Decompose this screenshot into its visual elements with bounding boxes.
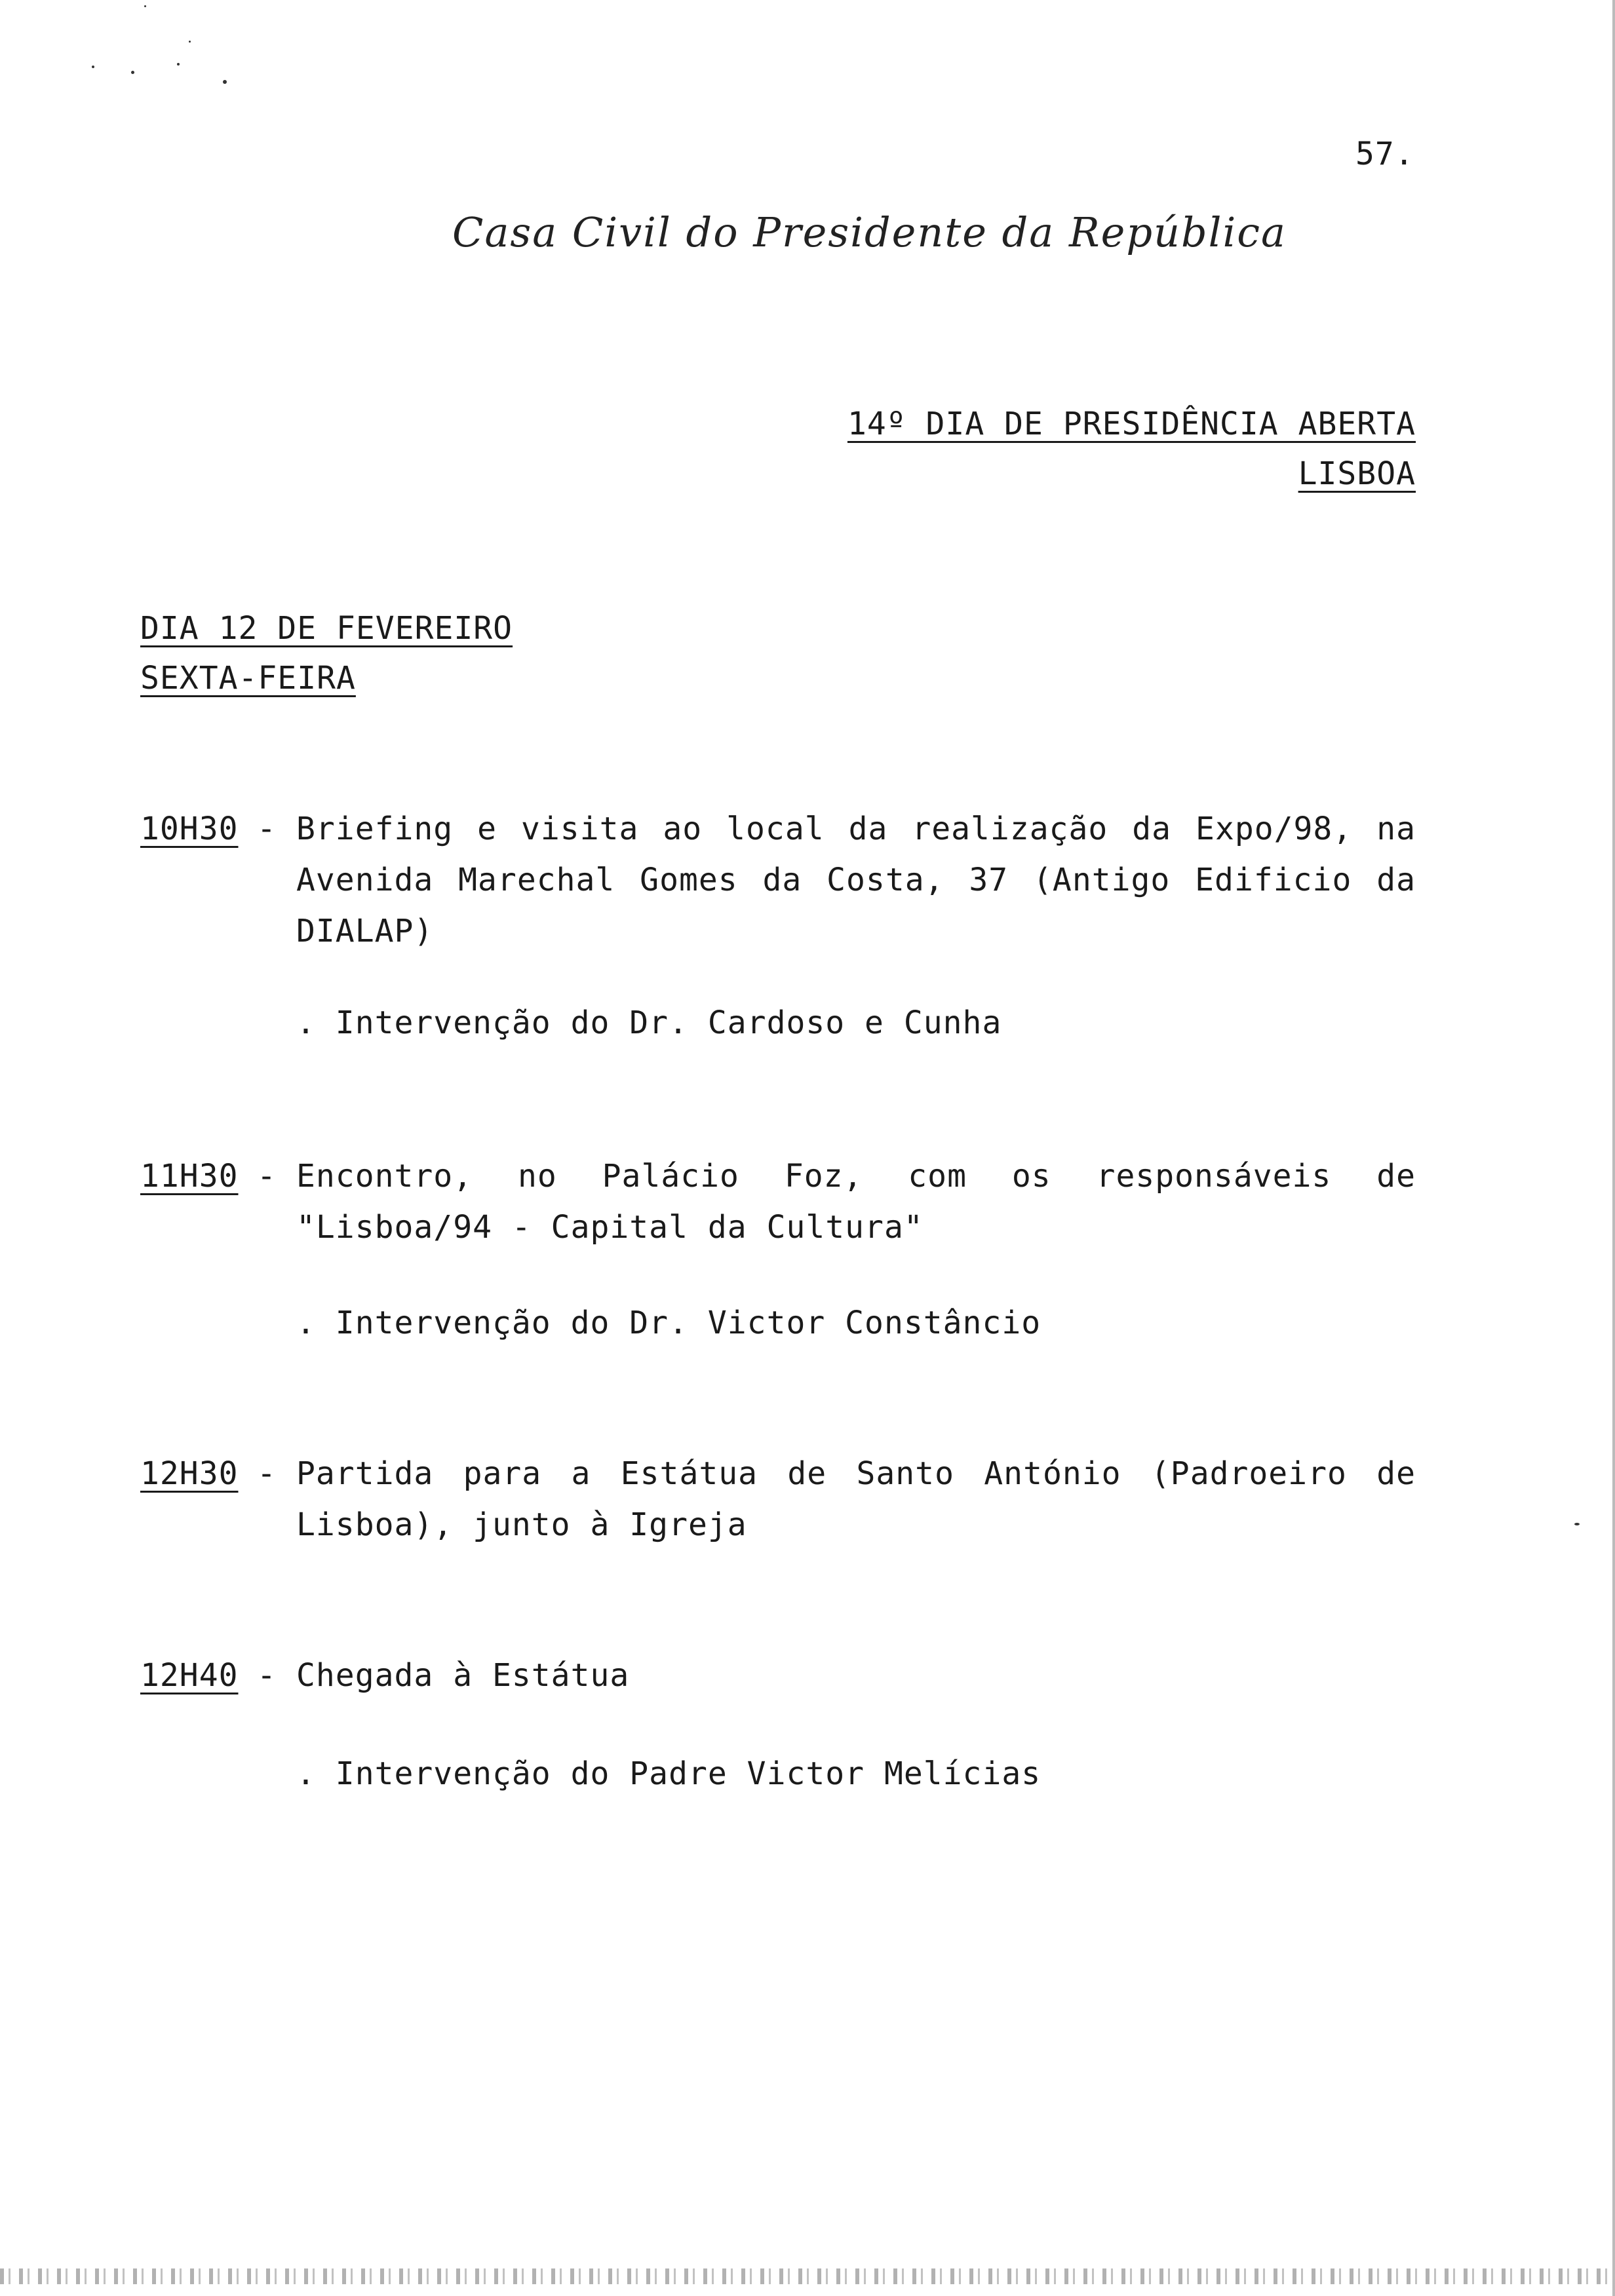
schedule-note: . Intervenção do Dr. Victor Constâncio bbox=[296, 1305, 1041, 1341]
description-line: Lisboa), junto à Igreja bbox=[296, 1506, 747, 1543]
date-line: DIA 12 DE FEVEREIRO bbox=[140, 610, 513, 647]
schedule-time: 10H30 bbox=[140, 811, 239, 847]
scan-speck bbox=[92, 66, 94, 68]
scan-speck bbox=[144, 5, 146, 7]
schedule-time: 11H30 bbox=[140, 1158, 239, 1195]
description-line: Encontro, no Palácio Foz, com os responsáveis de bbox=[296, 1158, 1416, 1195]
schedule-time: 12H40 bbox=[140, 1657, 239, 1694]
scan-noise-strip bbox=[0, 2268, 1615, 2284]
scan-speck bbox=[189, 41, 191, 43]
scan-speck bbox=[223, 80, 227, 84]
schedule-time: 12H30 bbox=[140, 1455, 239, 1492]
header-title: 14º DIA DE PRESIDÊNCIA ABERTA bbox=[847, 406, 1416, 442]
description-line: Briefing e visita ao local da realização da Expo/98, na bbox=[296, 811, 1416, 847]
schedule-description bbox=[296, 803, 1416, 957]
schedule-description bbox=[296, 1650, 1416, 1701]
schedule-dash: - bbox=[257, 1657, 277, 1694]
description-line: Avenida Marechal Gomes da Costa, 37 (Antigo Edificio da bbox=[296, 862, 1416, 898]
schedule-description bbox=[296, 1151, 1416, 1253]
scan-edge bbox=[1612, 0, 1615, 2296]
schedule-note: . Intervenção do Padre Victor Melícias bbox=[296, 1755, 1041, 1792]
description-line: DIALAP) bbox=[296, 913, 434, 949]
schedule-note: . Intervenção do Dr. Cardoso e Cunha bbox=[296, 1004, 1002, 1041]
header-location: LISBOA bbox=[1298, 455, 1416, 492]
weekday-line: SEXTA-FEIRA bbox=[140, 660, 356, 697]
scan-speck bbox=[177, 63, 180, 66]
page-number: 57. bbox=[1355, 136, 1414, 172]
schedule-description bbox=[296, 1448, 1416, 1550]
scan-speck bbox=[1574, 1523, 1580, 1525]
schedule-dash: - bbox=[257, 1158, 277, 1195]
letterhead: Casa Civil do Presidente da República bbox=[452, 208, 1287, 256]
description-line: "Lisboa/94 - Capital da Cultura" bbox=[296, 1209, 924, 1246]
schedule-dash: - bbox=[257, 1455, 277, 1492]
description-line: Partida para a Estátua de Santo António (Padroeiro de bbox=[296, 1455, 1416, 1492]
scan-speck bbox=[131, 71, 134, 74]
schedule-dash: - bbox=[257, 811, 277, 847]
description-line: Chegada à Estátua bbox=[296, 1657, 630, 1694]
